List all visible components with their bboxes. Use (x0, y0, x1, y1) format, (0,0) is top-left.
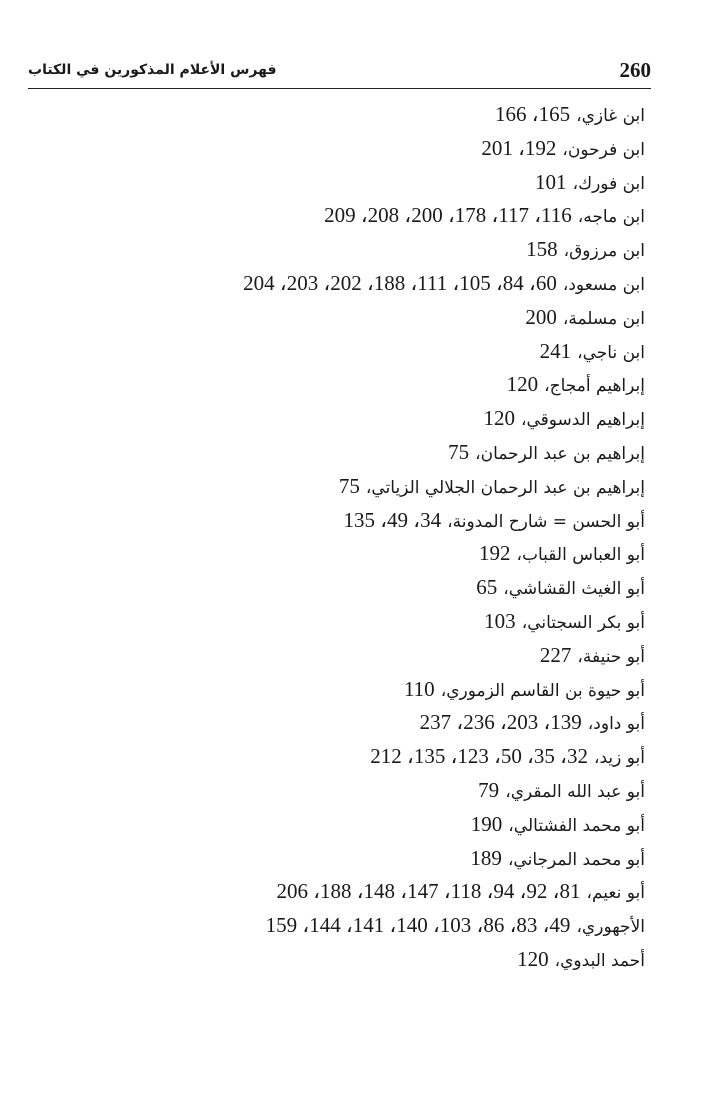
entry-pages: 241 (539, 338, 572, 363)
index-entry (85, 233, 645, 267)
entry-name: ابن مسعود، (562, 274, 645, 295)
index-entry (85, 842, 645, 876)
entry-name: إبراهيم بن عبد الرحمان، (475, 443, 645, 464)
index-entry (85, 909, 645, 943)
page-header (28, 52, 651, 88)
index-entry (85, 132, 645, 166)
header-rule (28, 88, 651, 89)
entry-pages: 158 (526, 237, 558, 262)
entry-pages: 65 (476, 575, 498, 600)
entry-pages: 60، 84، 105، 111، 188، 202، 203، 204 (243, 270, 557, 295)
entry-name: ابن فرحون، (562, 139, 645, 160)
entry-name: أبو داود، (587, 714, 645, 735)
entry-pages: 189 (470, 845, 502, 870)
entry-pages: 79 (478, 777, 500, 802)
index-entry (85, 943, 645, 977)
index-entry (85, 706, 645, 740)
index-entry (85, 504, 645, 538)
index-entry (85, 436, 645, 470)
entry-pages: 192، 201 (481, 135, 557, 160)
entry-pages: 103 (484, 608, 516, 633)
entry-pages: 120 (517, 946, 549, 971)
page-number: 260 (619, 58, 651, 82)
index-entry (85, 537, 645, 571)
entry-name: أبو حيوة بن القاسم الزموري، (440, 680, 645, 701)
index-entry (85, 808, 645, 842)
entry-name: أبو العباس القباب، (516, 545, 645, 566)
index-entry (85, 98, 645, 132)
entry-name: أبو بكر السجتاني، (521, 612, 645, 633)
entry-pages: 75 (338, 473, 360, 498)
entry-name: ابن فورك، (572, 173, 645, 194)
entry-pages: 139، 203، 236، 237 (419, 710, 582, 735)
entry-name: أبو نعيم، (586, 883, 645, 904)
entry-pages: 165، 166 (495, 102, 571, 126)
entry-pages: 34، 49، 135 (343, 507, 442, 532)
entry-pages: 110 (403, 676, 435, 701)
entry-name: ابن مسلمة، (562, 308, 645, 329)
entry-name: أبو عبد الله المقري، (505, 781, 645, 802)
index-entry (85, 774, 645, 808)
index-entry (85, 166, 645, 200)
index-list (85, 98, 645, 977)
entry-pages: 200 (525, 304, 557, 329)
entry-name: ابن ماجه، (577, 207, 645, 228)
entry-name: أبو الحسن = شارح المدونة، (447, 511, 645, 532)
index-entry (85, 605, 645, 639)
index-entry (85, 571, 645, 605)
entry-name: ابن ناجي، (577, 342, 645, 363)
index-entry (85, 335, 645, 369)
index-entry (85, 673, 645, 707)
index-entry (85, 639, 645, 673)
index-entry (85, 301, 645, 335)
entry-pages: 120 (483, 406, 515, 431)
entry-name: أبو الغيث القشاشي، (503, 579, 645, 600)
entry-name: الأجهوري، (576, 917, 645, 938)
entry-name: إبراهيم الدسوقي، (520, 410, 645, 431)
index-entry (85, 267, 645, 301)
entry-name: ابن مرزوق، (563, 241, 645, 262)
entry-name: أبو حنيفة، (577, 646, 645, 667)
running-title: فهرس الأعلام المذكورين في الكتاب (28, 62, 277, 78)
entry-pages: 116، 117، 178، 200، 208، 209 (324, 203, 572, 228)
index-entry (85, 875, 645, 909)
entry-pages: 81، 92، 94، 118، 147، 148، 188، 206 (276, 879, 581, 904)
entry-name: إبراهيم بن عبد الرحمان الجلالي الزياتي، (365, 477, 645, 498)
entry-name: أبو محمد الفشتالي، (508, 815, 645, 836)
entry-pages: 227 (539, 642, 572, 667)
index-entry (85, 199, 645, 233)
entry-name: أبو محمد المرجاني، (507, 849, 645, 870)
entry-pages: 49، 83، 86، 103، 140، 141، 144، 159 (265, 913, 571, 938)
index-entry (85, 740, 645, 774)
entry-pages: 192 (478, 541, 511, 566)
entry-pages: 75 (448, 439, 470, 464)
entry-name: أحمد البدوي، (554, 950, 645, 971)
entry-pages: 32، 35، 50، 123، 135، 212 (370, 744, 588, 769)
entry-name: إبراهيم أمجاج، (544, 376, 645, 397)
entry-pages: 120 (506, 372, 539, 397)
index-entry (85, 368, 645, 402)
entry-pages: 190 (470, 811, 503, 836)
index-entry (85, 402, 645, 436)
index-entry (85, 470, 645, 504)
entry-name: أبو زيد، (594, 748, 645, 769)
entry-name: ابن غازي، (576, 106, 645, 126)
entry-pages: 101 (535, 169, 567, 194)
